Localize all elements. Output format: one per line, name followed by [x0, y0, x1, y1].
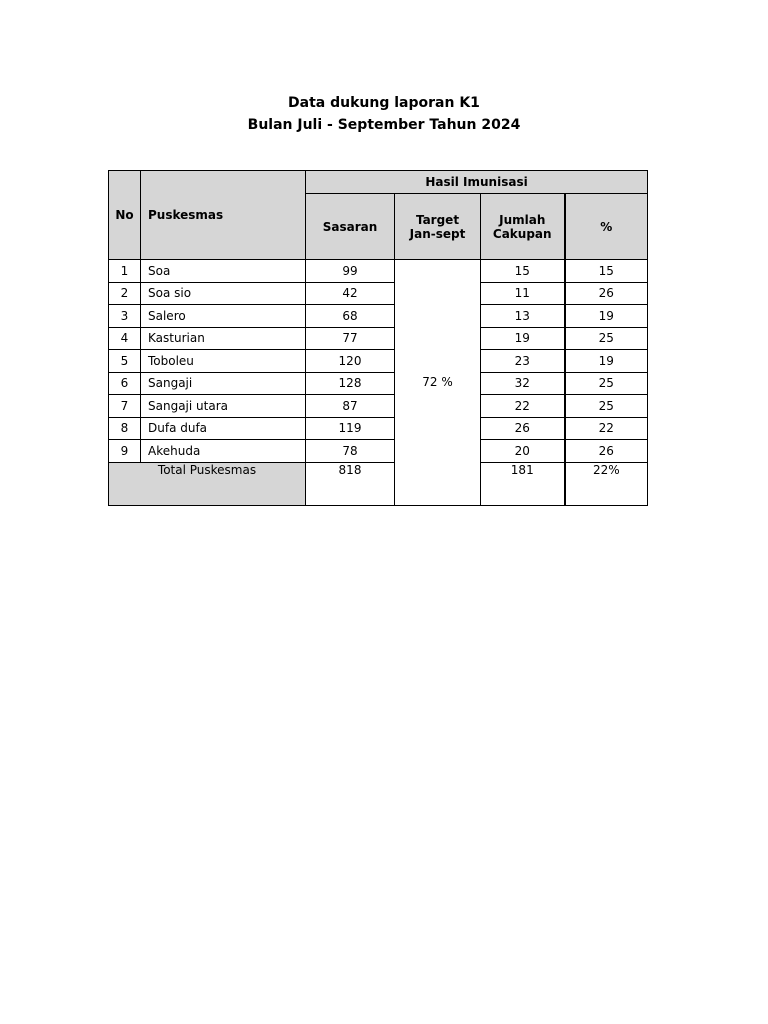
cell-percent: 19 — [565, 305, 648, 328]
cell-sasaran: 119 — [306, 417, 395, 440]
cell-puskesmas: Akehuda — [141, 440, 306, 463]
table-row — [109, 327, 648, 350]
cell-percent: 26 — [565, 440, 648, 463]
table-row — [109, 372, 648, 395]
cell-puskesmas: Dufa dufa — [141, 417, 306, 440]
cell-percent: 25 — [565, 327, 648, 350]
cell-percent: 25 — [565, 372, 648, 395]
cell-jumlah: 11 — [481, 282, 565, 305]
total-label: Total Puskesmas — [109, 462, 306, 505]
header-target-line1: Target — [415, 212, 460, 227]
table-row — [109, 305, 648, 328]
total-percent: 22% — [565, 462, 648, 505]
header-jumlah-cakupan — [481, 194, 565, 260]
total-sasaran: 818 — [306, 462, 395, 505]
header-jumlah-line2: Cakupan — [492, 226, 552, 241]
cell-puskesmas: Kasturian — [141, 327, 306, 350]
cell-jumlah: 32 — [481, 372, 565, 395]
table-row — [109, 350, 648, 373]
header-no: No — [109, 171, 141, 260]
cell-puskesmas: Sangaji utara — [141, 395, 306, 418]
immunization-report-table — [108, 170, 648, 506]
cell-puskesmas: Sangaji — [141, 372, 306, 395]
table-row — [109, 440, 648, 463]
cell-sasaran: 128 — [306, 372, 395, 395]
cell-puskesmas: Toboleu — [141, 350, 306, 373]
cell-sasaran: 77 — [306, 327, 395, 350]
cell-no: 8 — [109, 417, 141, 440]
cell-puskesmas: Soa — [141, 260, 306, 283]
cell-percent: 15 — [565, 260, 648, 283]
total-jumlah: 181 — [481, 462, 565, 505]
document-subtitle: Bulan Juli - September Tahun 2024 — [247, 117, 521, 133]
cell-percent: 22 — [565, 417, 648, 440]
cell-no: 6 — [109, 372, 141, 395]
cell-percent: 26 — [565, 282, 648, 305]
document-title: Data dukung laporan K1 — [288, 95, 480, 111]
header-target — [395, 194, 481, 260]
cell-sasaran: 120 — [306, 350, 395, 373]
cell-jumlah: 20 — [481, 440, 565, 463]
cell-jumlah: 19 — [481, 327, 565, 350]
cell-jumlah: 13 — [481, 305, 565, 328]
header-jumlah-line1: Jumlah — [499, 212, 546, 227]
header-sasaran: Sasaran — [306, 194, 395, 260]
cell-sasaran: 68 — [306, 305, 395, 328]
cell-no: 4 — [109, 327, 141, 350]
cell-puskesmas: Soa sio — [141, 282, 306, 305]
cell-no: 5 — [109, 350, 141, 373]
cell-sasaran: 78 — [306, 440, 395, 463]
total-row — [109, 462, 648, 505]
header-row-group — [109, 171, 648, 194]
cell-puskesmas: Salero — [141, 305, 306, 328]
cell-no: 3 — [109, 305, 141, 328]
table-row — [109, 260, 648, 283]
cell-no: 9 — [109, 440, 141, 463]
cell-no: 7 — [109, 395, 141, 418]
cell-percent: 19 — [565, 350, 648, 373]
cell-no: 1 — [109, 260, 141, 283]
header-percent: % — [565, 194, 648, 260]
table-row — [109, 417, 648, 440]
header-puskesmas: Puskesmas — [141, 171, 306, 260]
cell-no: 2 — [109, 282, 141, 305]
cell-jumlah: 22 — [481, 395, 565, 418]
cell-target-merged: 72 % — [395, 260, 481, 506]
table-row — [109, 395, 648, 418]
cell-sasaran: 87 — [306, 395, 395, 418]
cell-jumlah: 26 — [481, 417, 565, 440]
table-row — [109, 282, 648, 305]
header-target-line2: Jan-sept — [409, 226, 466, 241]
cell-sasaran: 42 — [306, 282, 395, 305]
cell-jumlah: 15 — [481, 260, 565, 283]
header-hasil-imunisasi: Hasil Imunisasi — [306, 171, 648, 194]
cell-jumlah: 23 — [481, 350, 565, 373]
cell-percent: 25 — [565, 395, 648, 418]
cell-sasaran: 99 — [306, 260, 395, 283]
